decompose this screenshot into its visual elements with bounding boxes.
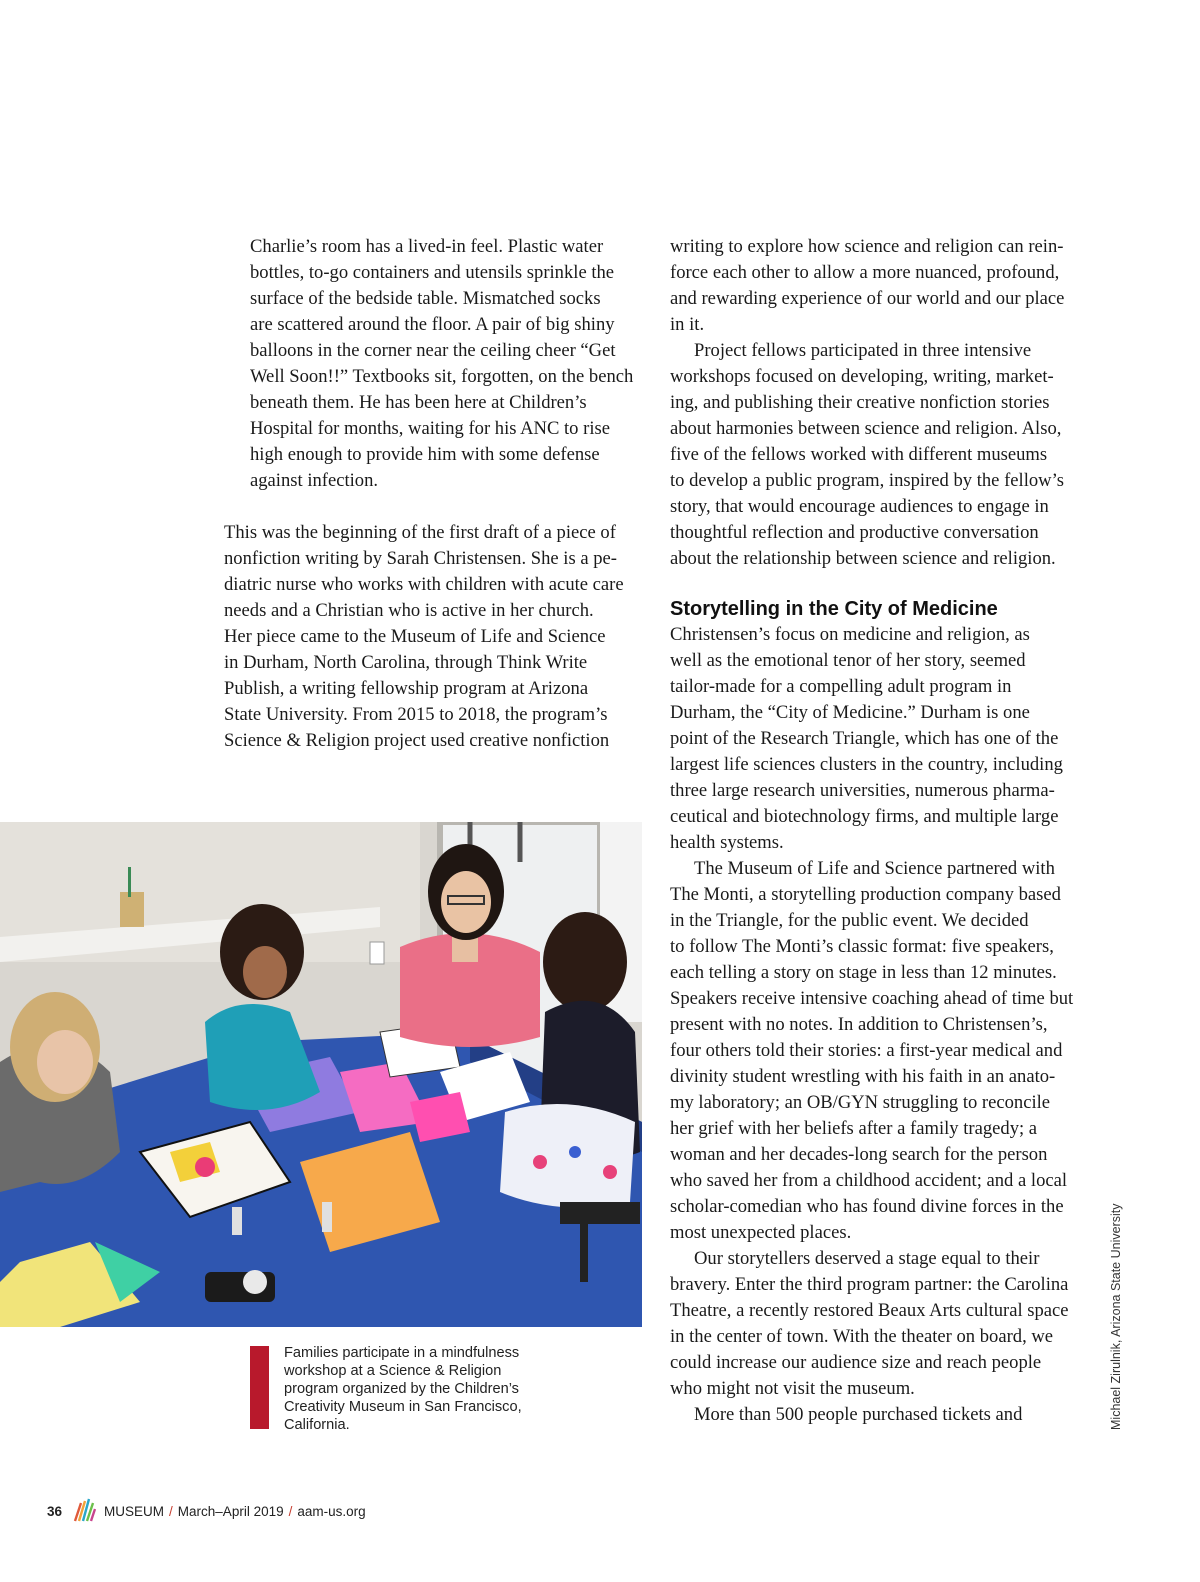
text-line: who saved her from a childhood accident; and a local (670, 1170, 1068, 1191)
text-line: Science & Religion project used creative nonfiction (224, 730, 610, 751)
text-line: in it. (670, 314, 705, 335)
text-line: ceutical and biotechnology firms, and multiple large (670, 806, 1059, 827)
text-line: five of the fellows worked with different museums (670, 444, 1048, 465)
text-line: Theatre, a recently restored Beaux Arts cultural space (670, 1300, 1069, 1321)
text-line: could increase our audience size and reach people (670, 1352, 1042, 1373)
body-paragraph (224, 520, 644, 754)
caption-line: workshop at a Science & Religion (284, 1363, 502, 1379)
text-line: Our storytellers deserved a stage equal to their (694, 1248, 1040, 1269)
text-line: diatric nurse who works with children with acute care (224, 574, 624, 595)
text-line: Durham, the “City of Medicine.” Durham is one (670, 702, 1030, 723)
text-line: surface of the bedside table. Mismatched socks (250, 288, 601, 309)
text-line: and rewarding experience of our world and our place (670, 288, 1065, 309)
text-line: three large research universities, numerous pharma- (670, 780, 1055, 801)
text-line: bottles, to-go containers and utensils sprinkle the (250, 262, 615, 283)
text-line: high enough to provide him with some defense (250, 444, 600, 465)
left-column (224, 234, 644, 754)
caption-line: Creativity Museum in San Francisco, (284, 1399, 522, 1415)
text-line: Hospital for months, waiting for his ANC to rise (250, 418, 610, 439)
right-column (670, 234, 1090, 1428)
text-line: to develop a public program, inspired by the fellow’s (670, 470, 1064, 491)
text-line: in Durham, North Carolina, through Think Write (224, 652, 588, 673)
body-paragraph (670, 622, 1090, 856)
text-line: well as the emotional tenor of her story, seemed (670, 650, 1026, 671)
body-paragraph (670, 338, 1090, 572)
text-line: Christensen’s focus on medicine and religion, as (670, 624, 1030, 645)
text-line: against infection. (250, 470, 379, 491)
footer-separator: / (169, 1503, 173, 1519)
caption-accent-bar (250, 1346, 269, 1429)
text-line: point of the Research Triangle, which has one of the (670, 728, 1059, 749)
text-line: story, that would encourage audiences to engage in (670, 496, 1049, 517)
text-line: largest life sciences clusters in the country, including (670, 754, 1063, 775)
page-footer (47, 1497, 366, 1525)
text-line: balloons in the corner near the ceiling cheer “Get (250, 340, 616, 361)
text-line: workshops focused on developing, writing, market- (670, 366, 1054, 387)
text-line: my laboratory; an OB/GYN struggling to reconcile (670, 1092, 1051, 1113)
footer-separator: / (288, 1503, 293, 1519)
text-line: Publish, a writing fellowship program at Arizona (224, 678, 589, 699)
text-line: The Monti, a storytelling production company based (670, 884, 1061, 905)
text-line: The Museum of Life and Science partnered with (694, 858, 1055, 879)
caption-line: program organized by the Children’s (284, 1381, 519, 1397)
text-line: Well Soon!!” Textbooks sit, forgotten, on the bench (250, 366, 634, 387)
aam-logo-icon (72, 1497, 96, 1526)
text-line: to follow The Monti’s classic format: five speakers, (670, 936, 1054, 957)
magazine-name: MUSEUM (104, 1503, 165, 1519)
text-line: four others told their stories: a first-year medical and (670, 1040, 1063, 1061)
text-line: scholar-comedian who has found divine forces in the (670, 1196, 1064, 1217)
photo-credit: Michael Zirulnik, Arizona State University (1109, 1203, 1123, 1430)
text-line: in the center of town. With the theater on board, we (670, 1326, 1054, 1347)
text-line: Speakers receive intensive coaching ahead of time but (670, 988, 1074, 1009)
text-line: thoughtful reflection and productive conversation (670, 522, 1039, 543)
issue-date: March–April 2019 (177, 1503, 284, 1519)
text-line: Charlie’s room has a lived-in feel. Plastic water (250, 236, 604, 257)
caption-line: Families participate in a mindfulness (284, 1345, 520, 1361)
body-paragraph (670, 1246, 1090, 1402)
text-line: nonfiction writing by Sarah Christensen. She is a pe- (224, 548, 617, 569)
text-line: about the relationship between science and religion. (670, 548, 1056, 569)
text-line: writing to explore how science and religion can rein- (670, 236, 1064, 257)
text-line: needs and a Christian who is active in her church. (224, 600, 594, 621)
text-line: health systems. (670, 832, 784, 853)
text-line: State University. From 2015 to 2018, the program’s (224, 704, 608, 725)
text-line: most unexpected places. (670, 1222, 852, 1243)
text-line: beneath them. He has been here at Children’s (250, 392, 587, 413)
text-line: Project fellows participated in three intensive (694, 340, 1032, 361)
caption-line: California. (284, 1417, 350, 1433)
text-line: are scattered around the floor. A pair of big shiny (250, 314, 615, 335)
text-line: about harmonies between science and religion. Also, (670, 418, 1062, 439)
section-heading: Storytelling in the City of Medicine (670, 598, 998, 620)
text-line: bravery. Enter the third program partner: the Carolina (670, 1274, 1069, 1295)
text-line: her grief with her beliefs after a family tragedy; a (670, 1118, 1038, 1139)
body-paragraph (670, 856, 1090, 1246)
text-line: This was the beginning of the first draft of a piece of (224, 522, 616, 543)
text-line: divinity student wrestling with his faith in an anato- (670, 1066, 1056, 1087)
text-line: present with no notes. In addition to Christensen’s, (670, 1014, 1048, 1035)
text-line: in the Triangle, for the public event. We decided (670, 910, 1029, 931)
body-paragraph (670, 234, 1090, 338)
story-excerpt (224, 234, 644, 494)
text-line: each telling a story on stage in less than 12 minutes. (670, 962, 1057, 983)
text-line: force each other to allow a more nuanced, profound, (670, 262, 1060, 283)
text-line: Her piece came to the Museum of Life and Science (224, 626, 606, 647)
text-line: tailor-made for a compelling adult program in (670, 676, 1012, 697)
body-paragraph (670, 1402, 1090, 1428)
text-line: More than 500 people purchased tickets and (694, 1404, 1023, 1425)
page-number: 36 (47, 1503, 63, 1519)
text-line: who might not visit the museum. (670, 1378, 915, 1399)
photo-caption (284, 1344, 584, 1434)
website-url[interactable]: aam-us.org (297, 1503, 366, 1519)
workshop-photo (0, 822, 642, 1327)
workshop-photo-illustration (0, 822, 642, 1327)
text-line: woman and her decades-long search for the person (670, 1144, 1048, 1165)
text-line: ing, and publishing their creative nonfiction stories (670, 392, 1050, 413)
